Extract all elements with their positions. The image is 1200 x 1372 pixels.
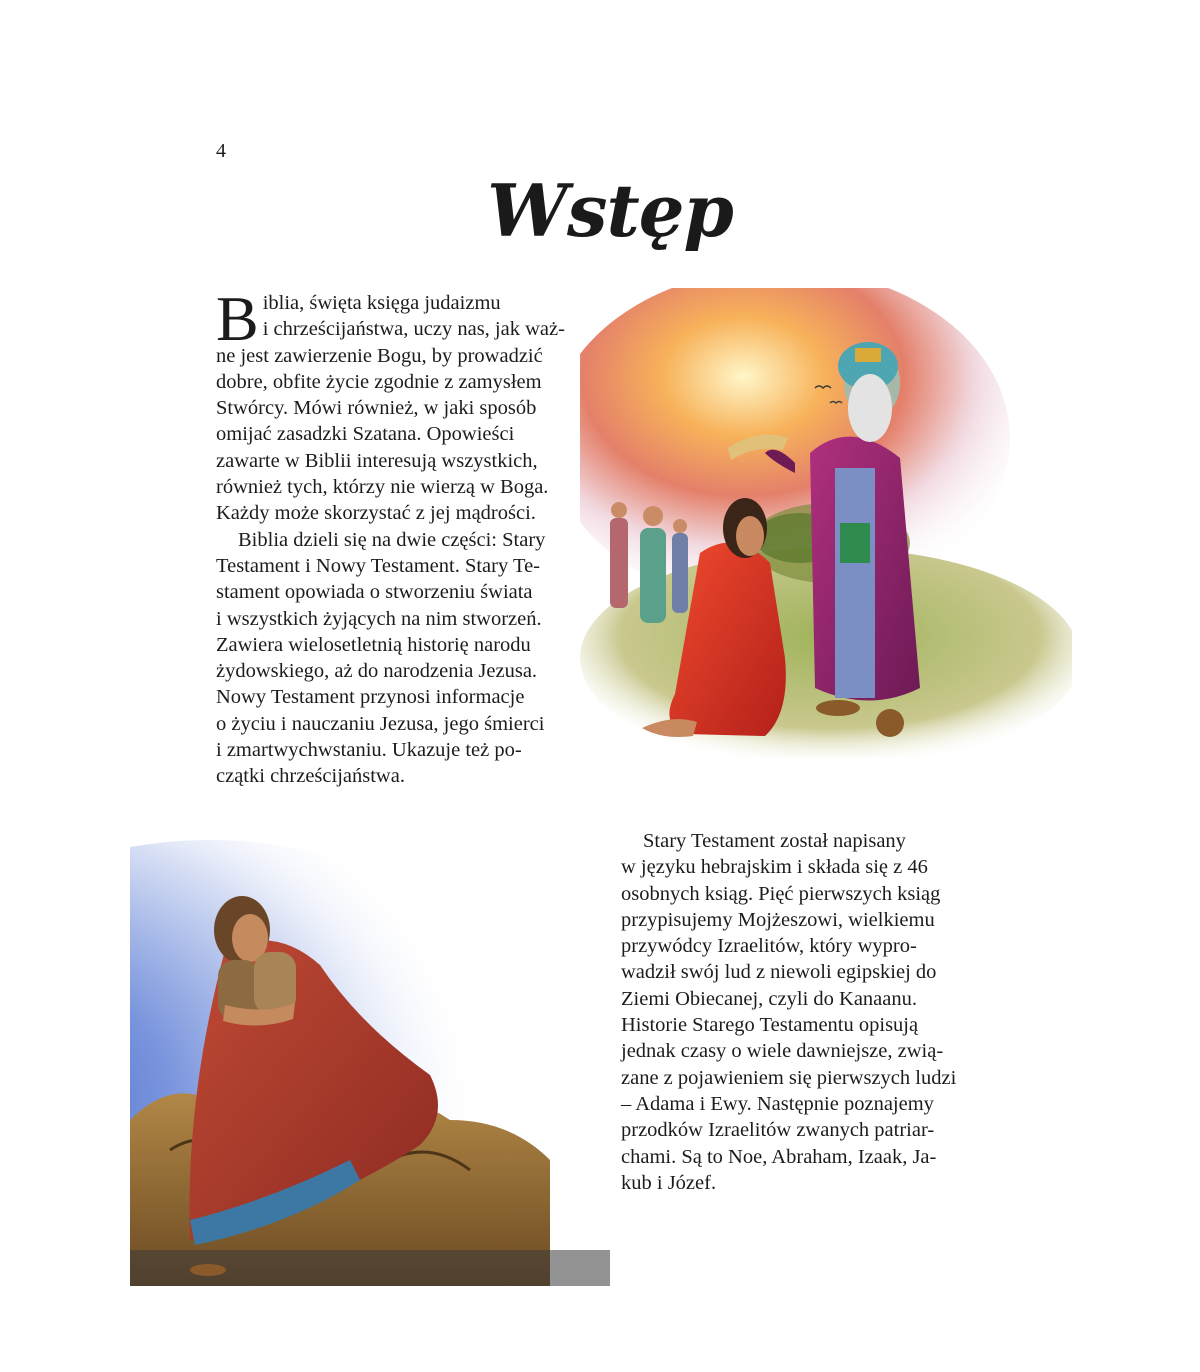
anointing-illustration xyxy=(580,288,1072,758)
page-title: Wstęp xyxy=(487,168,733,253)
intro-right-column xyxy=(621,828,1005,1196)
text-line: Historie Starego Testamentu opisują xyxy=(621,1014,919,1037)
text-line: Testament i Nowy Testament. Stary Te- xyxy=(216,554,541,577)
text-line: również tych, którzy nie wierzą w Boga. xyxy=(216,476,549,499)
text-line: o życiu i nauczaniu Jezusa, jego śmierci xyxy=(216,712,545,735)
intro-paragraph-1 xyxy=(216,283,588,527)
text-line: i wszystkich żyjących na nim stworzeń. xyxy=(216,607,542,630)
text-line: wadził swój lud z niewoli egipskiej do xyxy=(621,961,937,984)
text-line: Biblia dzieli się na dwie części: Stary xyxy=(238,528,546,551)
text-line: w języku hebrajskim i składa się z 46 xyxy=(621,856,928,879)
text-line: Zawiera wielosetletnią historię narodu xyxy=(216,633,531,656)
intro-left-column xyxy=(216,283,588,790)
text-line: iblia, święta księga judaizmu xyxy=(262,292,501,314)
intro-paragraph-3 xyxy=(621,828,1005,1196)
text-line: Nowy Testament przynosi informacje xyxy=(216,686,525,709)
text-line: kub i Józef. xyxy=(621,1171,717,1194)
text-line: Stary Testament został napisany xyxy=(643,830,906,852)
drop-cap: B xyxy=(216,283,259,354)
text-line: dobre, obfite życie zgodnie z zamysłem xyxy=(216,370,542,393)
text-line: stament opowiada o stworzeniu świata xyxy=(216,581,533,604)
text-line: ne jest zawierzenie Bogu, by prowadzić xyxy=(216,344,543,367)
text-line: zawarte w Biblii interesują wszystkich, xyxy=(216,449,538,472)
text-line: czątki chrześcijaństwa. xyxy=(216,765,405,788)
text-line: Stwórcy. Mówi również, w jaki sposób xyxy=(216,397,537,420)
moses-illustration xyxy=(130,820,610,1286)
text-line: przodków Izraelitów zwanych patriar- xyxy=(621,1119,935,1142)
text-line: osobnych ksiąg. Pięć pierwszych ksiąg xyxy=(621,882,941,905)
text-line: i chrześcijaństwa, uczy nas, jak waż- xyxy=(262,318,565,341)
intro-paragraph-2 xyxy=(216,527,588,790)
text-line: żydowskiego, aż do narodzenia Jezusa. xyxy=(216,660,538,683)
text-line: zane z pojawieniem się pierwszych ludzi xyxy=(621,1066,957,1089)
page-number: 4 xyxy=(216,140,226,162)
text-line: – Adama i Ewy. Następnie poznajemy xyxy=(621,1092,934,1115)
text-line: jednak czasy o wiele dawniejsze, zwią- xyxy=(621,1040,944,1063)
text-line: chami. Są to Noe, Abraham, Izaak, Ja- xyxy=(621,1145,937,1168)
text-line: i zmartwychwstaniu. Ukazuje też po- xyxy=(216,739,522,762)
text-line: Ziemi Obiecanej, czyli do Kanaanu. xyxy=(621,987,917,1010)
text-line: omijać zasadzki Szatana. Opowieści xyxy=(216,423,515,446)
text-line: przywódcy Izraelitów, który wypro- xyxy=(621,935,917,958)
text-line: Każdy może skorzystać z jej mądrości. xyxy=(216,502,536,525)
text-line: przypisujemy Mojżeszowi, wielkiemu xyxy=(621,908,935,931)
